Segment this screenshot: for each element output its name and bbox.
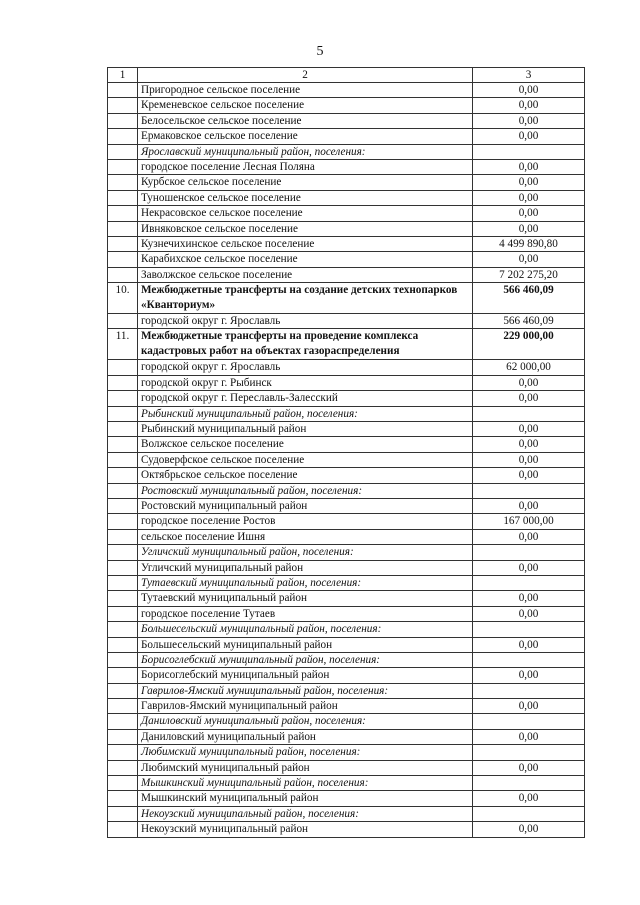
row-number [108, 422, 138, 437]
section-header-row [108, 745, 585, 760]
table-row [108, 468, 585, 483]
row-value: 0,00 [473, 560, 585, 575]
table-row [108, 175, 585, 190]
row-name: Большесельский муниципальный район [138, 637, 473, 652]
row-name: сельское поселение Ишня [138, 529, 473, 544]
table-row [108, 729, 585, 744]
row-value: 0,00 [473, 760, 585, 775]
table-row [108, 375, 585, 390]
row-value: 0,00 [473, 591, 585, 606]
row-value [473, 545, 585, 560]
row-name: Любимский муниципальный район, поселения: [138, 745, 473, 760]
row-name: Даниловский муниципальный район, поселения: [138, 714, 473, 729]
row-name: Борисоглебский муниципальный район, поселения: [138, 652, 473, 667]
row-number [108, 637, 138, 652]
row-number [108, 206, 138, 221]
row-number [108, 175, 138, 190]
row-value [473, 806, 585, 821]
row-value [473, 622, 585, 637]
table-row [108, 637, 585, 652]
row-number [108, 776, 138, 791]
row-name: городской округ г. Переславль-Залесский [138, 391, 473, 406]
row-name: Ростовский муниципальный район [138, 498, 473, 513]
row-name: городское поселение Лесная Поляна [138, 159, 473, 174]
row-value: 0,00 [473, 437, 585, 452]
row-name: Угличский муниципальный район, поселения: [138, 545, 473, 560]
row-number [108, 267, 138, 282]
row-name: Белосельское сельское поселение [138, 113, 473, 128]
item-row [108, 283, 585, 314]
row-name: Некрасовское сельское поселение [138, 206, 473, 221]
row-name: Борисоглебский муниципальный район [138, 668, 473, 683]
row-number [108, 606, 138, 621]
section-header-row [108, 575, 585, 590]
row-number [108, 683, 138, 698]
row-number [108, 498, 138, 513]
table-row [108, 190, 585, 205]
row-value: 229 000,00 [473, 329, 585, 360]
table-body [108, 83, 585, 838]
section-header-row [108, 806, 585, 821]
row-value: 4 499 890,80 [473, 236, 585, 251]
row-number [108, 760, 138, 775]
row-value [473, 652, 585, 667]
row-number [108, 98, 138, 113]
row-value: 0,00 [473, 637, 585, 652]
table-row [108, 791, 585, 806]
row-number [108, 129, 138, 144]
table-row [108, 83, 585, 98]
row-value: 0,00 [473, 98, 585, 113]
row-value: 0,00 [473, 699, 585, 714]
row-name: Большесельский муниципальный район, поселения: [138, 622, 473, 637]
row-name: Ермаковское сельское поселение [138, 129, 473, 144]
section-header-row [108, 622, 585, 637]
row-name: Волжское сельское поселение [138, 437, 473, 452]
row-number [108, 483, 138, 498]
row-name: Кременевское сельское поселение [138, 98, 473, 113]
row-number [108, 221, 138, 236]
row-number [108, 591, 138, 606]
table-row [108, 668, 585, 683]
row-name: городской округ г. Ярославль [138, 360, 473, 375]
row-name: Любимский муниципальный район [138, 760, 473, 775]
table-row [108, 129, 585, 144]
row-number [108, 622, 138, 637]
row-value: 0,00 [473, 529, 585, 544]
row-value: 0,00 [473, 822, 585, 837]
table-row [108, 822, 585, 837]
row-value: 0,00 [473, 391, 585, 406]
row-value: 0,00 [473, 252, 585, 267]
row-number [108, 560, 138, 575]
row-name: городской округ г. Ярославль [138, 314, 473, 329]
row-number [108, 652, 138, 667]
table-row [108, 591, 585, 606]
row-number [108, 391, 138, 406]
row-value: 0,00 [473, 83, 585, 98]
row-value: 0,00 [473, 468, 585, 483]
row-value: 0,00 [473, 206, 585, 221]
row-name: Рыбинский муниципальный район [138, 422, 473, 437]
row-value [473, 683, 585, 698]
row-name: Межбюджетные трансферты на создание детских технопарков «Кванториум» [138, 283, 473, 314]
row-name: Межбюджетные трансферты на проведение комплекса кадастровых работ на объектах газораспределения [138, 329, 473, 360]
row-name: Туношенское сельское поселение [138, 190, 473, 205]
table-row [108, 113, 585, 128]
row-value: 0,00 [473, 791, 585, 806]
table-row [108, 391, 585, 406]
row-number [108, 159, 138, 174]
row-value: 0,00 [473, 190, 585, 205]
row-name: Тутаевский муниципальный район [138, 591, 473, 606]
table-row [108, 529, 585, 544]
row-number [108, 375, 138, 390]
row-value: 0,00 [473, 606, 585, 621]
row-number [108, 806, 138, 821]
row-name: Рыбинский муниципальный район, поселения: [138, 406, 473, 421]
row-name: Гаврилов-Ямский муниципальный район, поселения: [138, 683, 473, 698]
transfers-table [107, 67, 585, 838]
row-name: Мышкинский муниципальный район [138, 791, 473, 806]
section-header-row [108, 683, 585, 698]
row-value: 566 460,09 [473, 283, 585, 314]
row-number [108, 190, 138, 205]
row-value: 0,00 [473, 175, 585, 190]
row-value [473, 144, 585, 159]
section-header-row [108, 776, 585, 791]
row-name: Карабихское сельское поселение [138, 252, 473, 267]
row-number [108, 236, 138, 251]
row-name: Ивняковское сельское поселение [138, 221, 473, 236]
table-row [108, 699, 585, 714]
row-value [473, 745, 585, 760]
row-value: 0,00 [473, 452, 585, 467]
page-number: 5 [316, 44, 324, 59]
table-row [108, 498, 585, 513]
table-row [108, 514, 585, 529]
row-number [108, 437, 138, 452]
row-value: 167 000,00 [473, 514, 585, 529]
row-value [473, 714, 585, 729]
row-name: городское поселение Тутаев [138, 606, 473, 621]
row-number [108, 529, 138, 544]
row-value: 0,00 [473, 422, 585, 437]
row-number [108, 113, 138, 128]
row-name: Даниловский муниципальный район [138, 729, 473, 744]
row-number [108, 668, 138, 683]
row-number [108, 699, 138, 714]
row-name: Пригородное сельское поселение [138, 83, 473, 98]
row-name: Ярославский муниципальный район, поселения: [138, 144, 473, 159]
section-header-row [108, 652, 585, 667]
row-value [473, 483, 585, 498]
row-name: Гаврилов-Ямский муниципальный район [138, 699, 473, 714]
row-number [108, 360, 138, 375]
row-value [473, 406, 585, 421]
item-row [108, 329, 585, 360]
row-number [108, 729, 138, 744]
row-name: городской округ г. Рыбинск [138, 375, 473, 390]
row-value: 0,00 [473, 729, 585, 744]
row-number [108, 144, 138, 159]
row-name: Некоузский муниципальный район [138, 822, 473, 837]
table-row [108, 760, 585, 775]
row-number [108, 452, 138, 467]
table-row [108, 221, 585, 236]
row-number [108, 252, 138, 267]
table-row [108, 360, 585, 375]
row-name: Курбское сельское поселение [138, 175, 473, 190]
table-row [108, 267, 585, 282]
row-value: 0,00 [473, 668, 585, 683]
table-row [108, 206, 585, 221]
table-row [108, 252, 585, 267]
row-name: Кузнечихинское сельское поселение [138, 236, 473, 251]
row-value: 0,00 [473, 159, 585, 174]
row-value: 566 460,09 [473, 314, 585, 329]
section-header-row [108, 144, 585, 159]
row-number [108, 514, 138, 529]
section-header-row [108, 406, 585, 421]
row-value [473, 776, 585, 791]
table-row [108, 98, 585, 113]
row-value: 0,00 [473, 113, 585, 128]
row-number [108, 745, 138, 760]
section-header-row [108, 483, 585, 498]
row-number [108, 314, 138, 329]
row-value [473, 575, 585, 590]
table-header-row [108, 68, 585, 83]
row-name: Заволжское сельское поселение [138, 267, 473, 282]
row-number [108, 791, 138, 806]
row-value: 7 202 275,20 [473, 267, 585, 282]
row-number [108, 468, 138, 483]
table-row [108, 159, 585, 174]
row-value: 0,00 [473, 498, 585, 513]
row-name: городское поселение Ростов [138, 514, 473, 529]
section-header-row [108, 545, 585, 560]
row-value: 62 000,00 [473, 360, 585, 375]
header-col-3: 3 [473, 68, 585, 83]
row-number [108, 714, 138, 729]
section-header-row [108, 714, 585, 729]
header-col-1: 1 [108, 68, 138, 83]
row-number [108, 575, 138, 590]
row-number [108, 83, 138, 98]
row-value: 0,00 [473, 221, 585, 236]
header-col-2: 2 [138, 68, 473, 83]
table-row [108, 560, 585, 575]
table-row [108, 606, 585, 621]
row-number: 11. [108, 329, 138, 360]
row-name: Тутаевский муниципальный район, поселения: [138, 575, 473, 590]
row-name: Мышкинский муниципальный район, поселения: [138, 776, 473, 791]
row-name: Октябрьское сельское поселение [138, 468, 473, 483]
row-number [108, 545, 138, 560]
row-value: 0,00 [473, 129, 585, 144]
table-row [108, 314, 585, 329]
table-row [108, 236, 585, 251]
table-row [108, 422, 585, 437]
table-row [108, 452, 585, 467]
row-value: 0,00 [473, 375, 585, 390]
row-number [108, 822, 138, 837]
row-name: Угличский муниципальный район [138, 560, 473, 575]
row-name: Судоверфское сельское поселение [138, 452, 473, 467]
row-name: Ростовский муниципальный район, поселения: [138, 483, 473, 498]
table-row [108, 437, 585, 452]
row-number [108, 406, 138, 421]
row-name: Некоузский муниципальный район, поселения: [138, 806, 473, 821]
row-number: 10. [108, 283, 138, 314]
